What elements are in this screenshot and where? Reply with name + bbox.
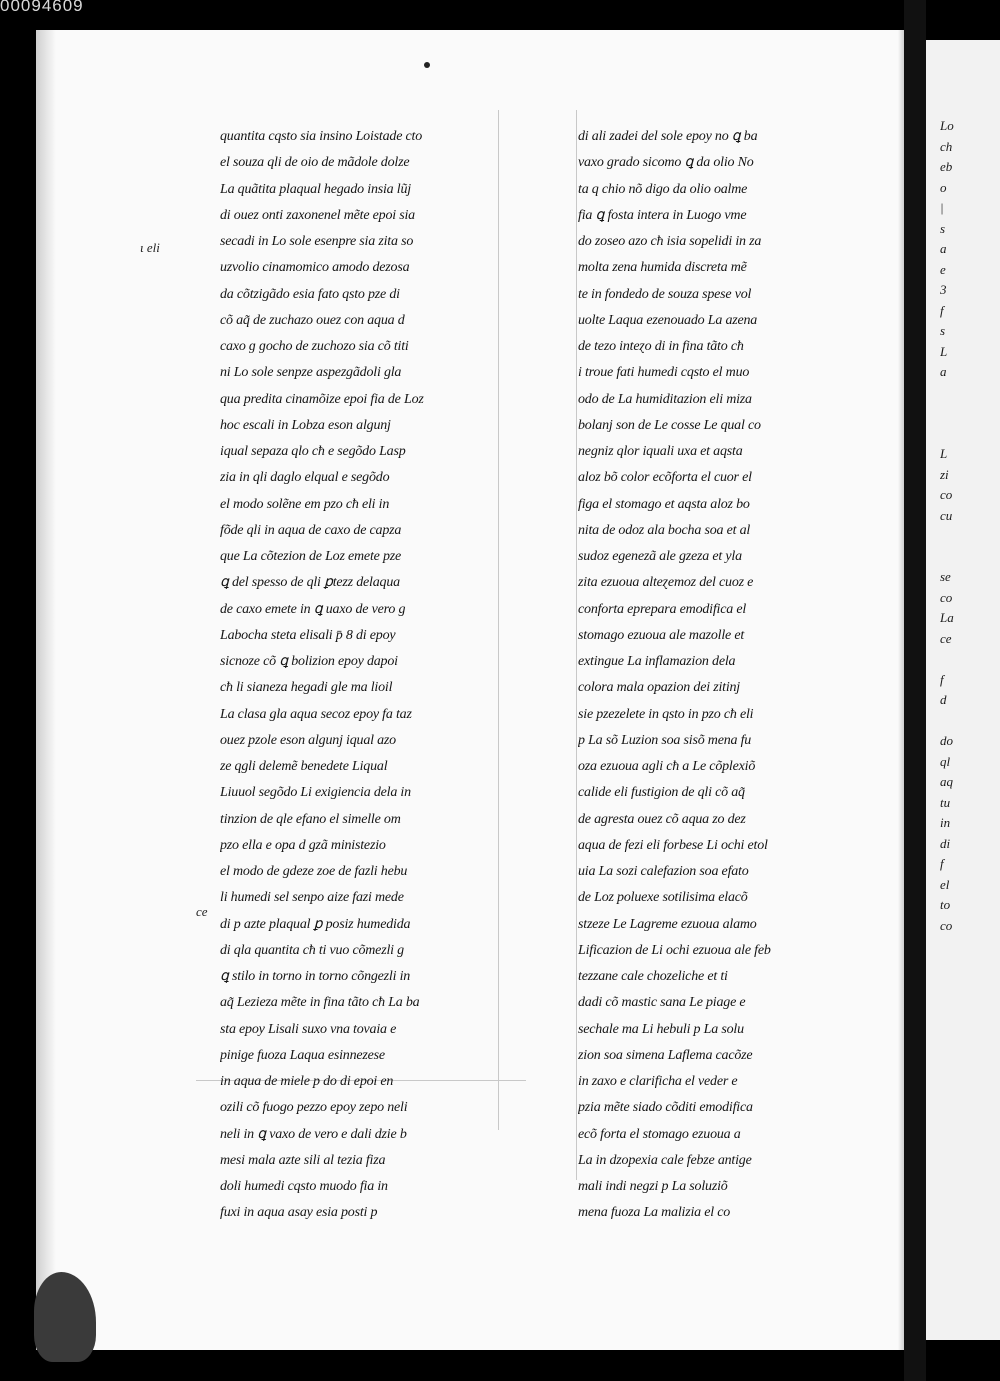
facing-page-line: co [940, 589, 953, 605]
manuscript-line: mena fuoza La malizia el co [578, 1205, 731, 1221]
manuscript-line: ta q chio nõ digo da olio oalme [578, 181, 748, 197]
manuscript-line: fõde qli in aqua de caxo de capza [220, 522, 402, 538]
manuscript-line: nita de odoz ala bocha soa et al [578, 522, 751, 538]
facing-page-line: e [940, 261, 946, 277]
manuscript-line: qua predita cinamõize epoi fia de Loz [220, 391, 424, 407]
manuscript-line: iqual sepaza qlo cħ e segõdo Lasp [220, 444, 406, 459]
facing-page-line: do [940, 733, 953, 748]
page-binding-shade [36, 30, 56, 1350]
manuscript-line: te in fondedo de souza spese vol [578, 286, 752, 302]
facing-page-line: ce [940, 630, 952, 646]
manuscript-line: de Loz poluexe sotilisima elacõ [578, 890, 748, 906]
manuscript-line: di p azte plaqual ꝑ posiz humedida [220, 916, 411, 932]
facing-page-line: co [940, 487, 953, 502]
manuscript-line: negniz qlor iquali uxa et aqsta [578, 444, 743, 459]
manuscript-line: di ouez onti zaxonenel mẽte epoi sia [220, 207, 415, 223]
manuscript-line: aloz bõ color ecõforta el cuor el [578, 470, 752, 486]
manuscript-line: dadi cõ mastic sana Le piage e [578, 995, 746, 1011]
manuscript-line: extingue La inflamazion dela [578, 654, 736, 669]
manuscript-line: zion soa simena Laflema cacõze [578, 1047, 753, 1063]
facing-page-line: ql [940, 753, 951, 769]
text-column-right [578, 124, 868, 1227]
facing-page-line: a [940, 241, 947, 256]
manuscript-line: colora mala opazion dei zitinj [578, 680, 741, 696]
manuscript-line: tinzion de qle efano el simelle om [220, 811, 401, 827]
manuscript-line: oza ezuoua agli cħ a Le cõplexiõ [578, 759, 756, 774]
facing-page-line: La [940, 610, 954, 625]
manuscript-line: de caxo emete in ꝗ uaxo de vero g [220, 601, 406, 617]
manuscript-line: li humedi sel senpo aize fazi mede [220, 890, 404, 906]
manuscript-line: in aqua de miele p do di epoi en [220, 1074, 394, 1089]
manuscript-line: stzeze Le Lagreme ezuoua alamo [578, 916, 757, 932]
facing-page-line: di [940, 835, 951, 851]
manuscript-line: el modo solẽne em pzo cħ eli in [220, 496, 390, 512]
manuscript-line: caxo ɡ ɡocho de zuchozo sia cõ titi [220, 339, 409, 354]
facing-page-line: Lo [940, 118, 954, 133]
manuscript-line: di qla quantita cħ ti vuo cõmezli g [220, 942, 404, 958]
book-gutter [904, 0, 926, 1381]
facing-page-line: cu [940, 507, 953, 523]
manuscript-line: ꝗ del spesso de qli ꝑtezz delaqua [220, 575, 400, 591]
manuscript-line: pzo ella e opa d gzã ministezio [220, 837, 386, 853]
manuscript-line: fuxi in aqua asay esia posti p [220, 1205, 378, 1221]
facing-page-line: f [940, 671, 944, 687]
facing-page-line [940, 711, 1000, 732]
manuscript-line: hoc escali in Lobza eson algunj [220, 417, 391, 433]
facing-page-line: d [940, 692, 947, 707]
manuscript-line: aq̃ Lezieza mẽte in fina tãto cħ La ba [220, 995, 420, 1011]
facing-page-line [940, 424, 1000, 445]
manuscript-line: La clasa gla aqua secoz epoy fa taz [220, 706, 412, 722]
text-column-left [220, 124, 520, 1227]
manuscript-line: uolte Laqua ezenouado La azena [578, 312, 758, 328]
facing-page-line: | [940, 200, 944, 215]
manuscript-line: p La sõ Luzion soa sisõ mena fu [578, 732, 752, 748]
manuscript-line: el souza qli de oio de mãdole dolze [220, 155, 410, 171]
manuscript-line: pinige fuoza Laqua esinnezese [220, 1047, 385, 1063]
manuscript-line: ecõ forta el stomago ezuoua a [578, 1126, 741, 1142]
manuscript-line: de agresta ouez cõ aqua zo dez [578, 811, 746, 827]
manuscript-line: que La cõtezion de Loz emete pze [220, 549, 402, 564]
facing-page-line: el [940, 876, 950, 892]
manuscript-line: odo de La humiditazion eli miza [578, 391, 752, 407]
facing-page-line: s [940, 220, 946, 236]
manuscript-line: sta epoy Lisali suxo vna tovaia e [220, 1021, 397, 1037]
facing-page-line: L [940, 343, 948, 359]
facing-page-line: se [940, 569, 951, 584]
manuscript-line: quantita cqsto sia insino Loistade cto [220, 129, 423, 144]
manuscript-line: sechale ma Li hebuli p La solu [578, 1021, 744, 1037]
facing-page [926, 40, 1000, 1340]
manuscript-line: ꝗ stilo in torno in torno cõngezli in [220, 969, 411, 984]
manuscript-line: bolanj son de Le cosse Le qual co [578, 417, 761, 433]
facing-page-line: tu [940, 794, 951, 810]
margin-note: ɩ eli [140, 240, 160, 255]
facing-page-line [940, 547, 1000, 568]
manuscript-line: Lificazion de Li ochi ezuoua ale feb [578, 942, 771, 958]
manuscript-line: calide eli fustigion de qli cõ aq̃ [578, 785, 745, 801]
manuscript-line: pzia mẽte siado cõditi emodifica [578, 1100, 753, 1116]
manuscript-line: neli in ꝗ vaxo de vero e dali dzie b [220, 1126, 407, 1142]
manuscript-line: sudoz egenezã ale gzeza et yla [578, 549, 742, 564]
manuscript-line: da cõtzigãdo esia fato qsto pze di [220, 286, 400, 302]
manuscript-line: uzvolio cinamomico amodo dezosa [220, 260, 410, 276]
manuscript-line: sie pzezelete in qsto in pzo cħ eli [578, 706, 754, 722]
manuscript-line: La quãtita plaqual hegado insia lũj [220, 181, 411, 197]
manuscript-line: La in dzopexia cale febze antige [578, 1152, 752, 1168]
ink-blot [424, 62, 430, 68]
manuscript-line: do zoseo azo cħ isia sopelidi in za [578, 234, 762, 249]
manuscript-line: doli humedi cqsto muodo fia in [220, 1179, 388, 1194]
manuscript-line: ze qgli delemẽ benedete Liqual [220, 759, 388, 774]
catalog-number: 00094609 [0, 0, 84, 15]
manuscript-line: Liuuol segõdo Li exigiencia dela in [220, 785, 411, 801]
facing-page-line: co [940, 917, 953, 933]
manuscript-line: in zaxo e clarificha el veder e [578, 1074, 738, 1089]
facing-page-line: a [940, 364, 947, 379]
facing-page-line: s [940, 323, 946, 338]
facing-page-text [940, 116, 1000, 936]
facing-page-line: in [940, 815, 951, 830]
manuscript-line: secadi in Lo sole esenpre sia zita so [220, 234, 414, 249]
manuscript-line: zita ezuoua alteɀemoz del cuoz e [578, 575, 754, 591]
manuscript-line: ouez pzole eson algunj iqual azo [220, 732, 396, 748]
facing-page-line: o [940, 179, 947, 195]
facing-page-line: f [940, 302, 944, 318]
manuscript-line: figa el stomago et aqsta aloz bo [578, 496, 750, 512]
facing-page-line: eb [940, 159, 953, 174]
facing-page-line: to [940, 897, 951, 912]
manuscript-line: mali indi negzi p La soluziõ [578, 1179, 728, 1194]
manuscript-line: ni Lo sole senpze aspezgãdoli gla [220, 365, 402, 381]
facing-page-line: aq [940, 774, 953, 789]
manuscript-line: di ali zadei del sole epoy no ꝗ ba [578, 129, 758, 144]
manuscript-line: molta zena humida discreta mẽ [578, 260, 747, 276]
facing-page-line [940, 649, 1000, 670]
manuscript-line: tezzane cale chozeliche et ti [578, 969, 728, 984]
manuscript-line: cõ aq̃ de zuchazo ouez con aqua d [220, 312, 405, 328]
manuscript-line: cħ li sianeza hegadi gle ma lioil [220, 680, 393, 696]
facing-page-line [940, 403, 1000, 424]
manuscript-line: zia in qli daglo elqual e segõdo [220, 470, 390, 486]
manuscript-line: mesi mala azte sili al tezia fiza [220, 1152, 386, 1168]
manuscript-line: de tezo inteɀo di in fina tãto cħ [578, 339, 744, 354]
facing-page-line: f [940, 856, 944, 871]
facing-page-line: ch [940, 138, 953, 154]
facing-page-line: L [940, 446, 948, 461]
manuscript-line: Labocha steta elisali p̄ 8 di epoy [220, 627, 396, 643]
facing-page-line: 3 [940, 282, 947, 297]
manuscript-line: ozili cõ fuogo pezzo epoy zepo neli [220, 1100, 408, 1116]
ruling-line [576, 110, 577, 1180]
margin-note: ce [196, 904, 208, 919]
facing-page-line [940, 383, 1000, 404]
manuscript-line: el modo de gdeze zoe de fazli hebu [220, 864, 408, 879]
manuscript-line: i troue fati humedi cqsto el muo [578, 365, 750, 381]
manuscript-line: conforta eprepara emodifica el [578, 601, 747, 617]
manuscript-line: vaxo grado sicomo ꝗ da olio No [578, 155, 754, 171]
facing-page-line: zi [940, 466, 949, 482]
facing-page-line [940, 526, 1000, 547]
manuscript-line: uia La sozi calefazion soa efato [578, 864, 749, 879]
manuscript-line: aqua de fezi eli forbese Li ochi etol [578, 837, 768, 853]
manuscript-line: sicnoze cõ ꝗ bolizion epoy dapoi [220, 654, 398, 669]
manuscript-line: stomago ezuoua ale mazolle et [578, 627, 745, 643]
manuscript-line: fia ꝗ fosta intera in Luogo vme [578, 207, 747, 223]
